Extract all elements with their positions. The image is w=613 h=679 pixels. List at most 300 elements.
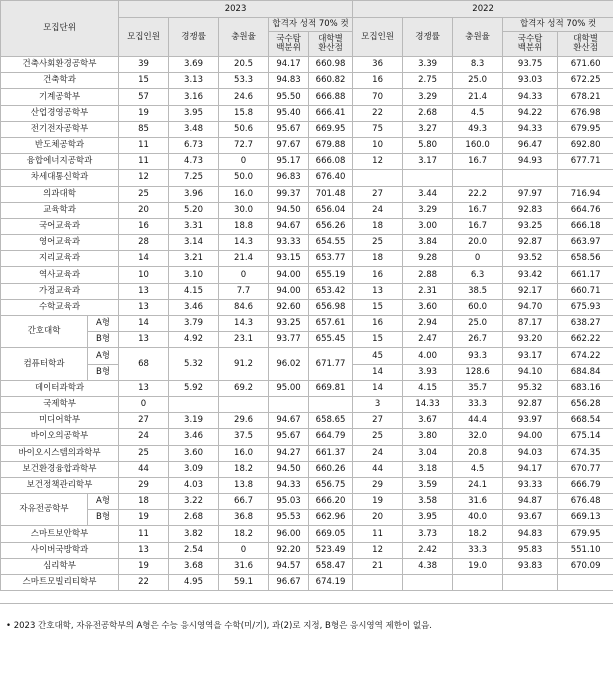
cell-2022-1: 2.88 bbox=[403, 267, 453, 283]
cell-2022-2: 60.0 bbox=[453, 299, 503, 315]
cell-2023-0: 44 bbox=[119, 461, 169, 477]
cell-2022-3: 92.83 bbox=[503, 202, 558, 218]
cell-2023-4: 658.47 bbox=[309, 558, 353, 574]
cell-2023-4: 656.98 bbox=[309, 299, 353, 315]
cell-2023-2: 72.7 bbox=[219, 137, 269, 153]
cell-2022-2: 22.2 bbox=[453, 186, 503, 202]
cell-2022-1: 3.17 bbox=[403, 154, 453, 170]
unit-name: 의과대학 bbox=[1, 186, 119, 202]
cell-2022-3: 96.47 bbox=[503, 137, 558, 153]
cell-2022-1: 4.38 bbox=[403, 558, 453, 574]
cell-2022-2: 4.5 bbox=[453, 105, 503, 121]
cell-2022-3: 94.17 bbox=[503, 461, 558, 477]
cell-2023-1: 4.15 bbox=[169, 283, 219, 299]
cell-2022-3: 93.67 bbox=[503, 510, 558, 526]
cell-2023-2: 50.0 bbox=[219, 170, 269, 186]
cell-2022-3: 94.22 bbox=[503, 105, 558, 121]
cell-2022-3: 93.52 bbox=[503, 251, 558, 267]
cell-2022-2: 25.0 bbox=[453, 316, 503, 332]
cell-2023-4: 657.61 bbox=[309, 316, 353, 332]
cell-2022-3 bbox=[503, 575, 558, 591]
cell-2022-0: 29 bbox=[353, 477, 403, 493]
cell-2022-2: 25.0 bbox=[453, 73, 503, 89]
cell-2023-3 bbox=[269, 396, 309, 412]
cell-2022-2: 20.8 bbox=[453, 445, 503, 461]
cell-2022-2: 32.0 bbox=[453, 429, 503, 445]
cell-2023-3: 95.53 bbox=[269, 510, 309, 526]
cell-2023-4: 656.75 bbox=[309, 477, 353, 493]
cell-2022-2: 33.3 bbox=[453, 542, 503, 558]
cell-2023-2: 0 bbox=[219, 542, 269, 558]
cell-2022-2: 128.6 bbox=[453, 364, 503, 380]
cell-2023-1: 4.92 bbox=[169, 332, 219, 348]
table-row bbox=[1, 348, 613, 364]
cell-2022-3: 87.17 bbox=[503, 316, 558, 332]
unit-name: 데이터과학과 bbox=[1, 380, 119, 396]
table-row bbox=[1, 380, 613, 396]
cell-2023-4: 666.88 bbox=[309, 89, 353, 105]
unit-name: 건축학과 bbox=[1, 73, 119, 89]
cell-2022-0: 10 bbox=[353, 137, 403, 153]
unit-name: 차세대통신학과 bbox=[1, 170, 119, 186]
cell-2022-3: 95.83 bbox=[503, 542, 558, 558]
header-percentile-2023: 국수탐 백분위 bbox=[269, 32, 309, 57]
cell-2022-4: 674.35 bbox=[558, 445, 613, 461]
cell-2023-3: 95.03 bbox=[269, 494, 309, 510]
cell-2023-2: 30.0 bbox=[219, 202, 269, 218]
cell-2022-3: 93.20 bbox=[503, 332, 558, 348]
cell-2023-1: 5.20 bbox=[169, 202, 219, 218]
cell-2023-1: 3.10 bbox=[169, 267, 219, 283]
cell-2023-3: 94.50 bbox=[269, 461, 309, 477]
cell-2022-2: 19.0 bbox=[453, 558, 503, 574]
cell-2022-1: 4.15 bbox=[403, 380, 453, 396]
cell-2023-3: 93.25 bbox=[269, 316, 309, 332]
cell-2023-0: 13 bbox=[119, 380, 169, 396]
header-score70-2023: 합격자 성적 70% 컷 bbox=[269, 18, 353, 32]
cell-2022-1: 3.00 bbox=[403, 218, 453, 234]
cell-2022-1: 3.58 bbox=[403, 494, 453, 510]
cell-2022-1: 2.47 bbox=[403, 332, 453, 348]
cell-2022-3: 93.33 bbox=[503, 477, 558, 493]
table-row bbox=[1, 396, 613, 412]
cell-2022-0: 20 bbox=[353, 510, 403, 526]
cell-2022-1: 3.84 bbox=[403, 235, 453, 251]
cell-2023-4: 653.77 bbox=[309, 251, 353, 267]
cell-2022-3: 93.25 bbox=[503, 218, 558, 234]
cell-2023-2: 21.4 bbox=[219, 251, 269, 267]
cell-2023-0: 13 bbox=[119, 542, 169, 558]
cell-2023-2: 16.0 bbox=[219, 186, 269, 202]
cell-2023-0: 19 bbox=[119, 510, 169, 526]
cell-2023-3: 94.27 bbox=[269, 445, 309, 461]
cell-2023-1: 3.16 bbox=[169, 89, 219, 105]
unit-name: 지리교육과 bbox=[1, 251, 119, 267]
cell-2023-0: 11 bbox=[119, 137, 169, 153]
cell-2022-4: 661.17 bbox=[558, 267, 613, 283]
table-body bbox=[1, 57, 613, 591]
cell-2022-2: 44.4 bbox=[453, 413, 503, 429]
table-row bbox=[1, 558, 613, 574]
cell-2023-4: 671.77 bbox=[309, 348, 353, 380]
unit-name: 스마트보안학부 bbox=[1, 526, 119, 542]
cell-2022-0: 36 bbox=[353, 57, 403, 73]
footnote: • 2023 간호대학, 자유전공학부의 A형은 수능 응시영역을 수학(미/기), 과(2)로 지정, B형은 응시영역 제한이 없음. bbox=[6, 621, 432, 632]
cell-2023-2: 18.8 bbox=[219, 218, 269, 234]
cell-2022-1: 3.18 bbox=[403, 461, 453, 477]
cell-2022-4: 656.28 bbox=[558, 396, 613, 412]
cell-2023-1: 3.48 bbox=[169, 121, 219, 137]
cell-2022-3: 93.97 bbox=[503, 413, 558, 429]
cell-2022-2: 49.3 bbox=[453, 121, 503, 137]
cell-2022-1: 3.04 bbox=[403, 445, 453, 461]
cell-2022-2: 93.3 bbox=[453, 348, 503, 364]
cell-2023-1: 6.73 bbox=[169, 137, 219, 153]
cell-2022-2: 160.0 bbox=[453, 137, 503, 153]
cell-2023-0: 57 bbox=[119, 89, 169, 105]
cell-2022-0 bbox=[353, 170, 403, 186]
cell-2022-3: 93.17 bbox=[503, 348, 558, 364]
unit-name: 융합에너지공학과 bbox=[1, 154, 119, 170]
unit-type: B형 bbox=[88, 364, 119, 380]
cell-2022-4: 658.56 bbox=[558, 251, 613, 267]
header-recruit-2022: 모집인원 bbox=[353, 18, 403, 57]
unit-name: 수학교육과 bbox=[1, 299, 119, 315]
cell-2023-3: 94.50 bbox=[269, 202, 309, 218]
cell-2023-3: 96.02 bbox=[269, 348, 309, 380]
cell-2022-3: 93.03 bbox=[503, 73, 558, 89]
cell-2023-2: 91.2 bbox=[219, 348, 269, 380]
cell-2022-1: 3.80 bbox=[403, 429, 453, 445]
unit-name: 스마트모빌리티학부 bbox=[1, 575, 119, 591]
header-score70-2022: 합격자 성적 70% 컷 bbox=[503, 18, 613, 32]
cell-2022-0: 19 bbox=[353, 494, 403, 510]
cell-2023-1: 3.13 bbox=[169, 73, 219, 89]
cell-2023-2: 14.3 bbox=[219, 316, 269, 332]
cell-2022-4: 674.22 bbox=[558, 348, 613, 364]
cell-2022-1: 2.68 bbox=[403, 105, 453, 121]
cell-2023-0: 29 bbox=[119, 477, 169, 493]
table-row bbox=[1, 186, 613, 202]
cell-2022-4: 692.80 bbox=[558, 137, 613, 153]
cell-2023-2: 20.5 bbox=[219, 57, 269, 73]
cell-2023-4: 664.79 bbox=[309, 429, 353, 445]
cell-2023-2: 18.2 bbox=[219, 526, 269, 542]
cell-2023-3: 94.67 bbox=[269, 413, 309, 429]
cell-2022-4: 664.76 bbox=[558, 202, 613, 218]
cell-2023-0: 11 bbox=[119, 526, 169, 542]
cell-2023-2: 0 bbox=[219, 267, 269, 283]
cell-2023-3: 94.00 bbox=[269, 267, 309, 283]
cell-2022-1: 9.28 bbox=[403, 251, 453, 267]
table-row bbox=[1, 461, 613, 477]
cell-2023-0: 68 bbox=[119, 348, 169, 380]
cell-2023-2: 84.6 bbox=[219, 299, 269, 315]
cell-2023-0: 27 bbox=[119, 413, 169, 429]
cell-2022-4: 662.22 bbox=[558, 332, 613, 348]
table-row bbox=[1, 154, 613, 170]
cell-2023-4: 655.19 bbox=[309, 267, 353, 283]
unit-name: 가정교육과 bbox=[1, 283, 119, 299]
cell-2022-3: 94.87 bbox=[503, 494, 558, 510]
cell-2022-2: 31.6 bbox=[453, 494, 503, 510]
unit-name: 자유전공학부 bbox=[1, 494, 88, 526]
cell-2023-2: 18.2 bbox=[219, 461, 269, 477]
cell-2022-2: 18.2 bbox=[453, 526, 503, 542]
cell-2023-3: 95.67 bbox=[269, 429, 309, 445]
cell-2022-4 bbox=[558, 170, 613, 186]
cell-2023-2: 0 bbox=[219, 154, 269, 170]
table-row bbox=[1, 251, 613, 267]
table-row bbox=[1, 299, 613, 315]
cell-2023-0: 20 bbox=[119, 202, 169, 218]
unit-type: B형 bbox=[88, 332, 119, 348]
header-univ-score-2023: 대학별 환산점 bbox=[309, 32, 353, 57]
cell-2022-0 bbox=[353, 575, 403, 591]
cell-2022-0: 16 bbox=[353, 316, 403, 332]
table-row bbox=[1, 413, 613, 429]
unit-name: 보건환경융합과학부 bbox=[1, 461, 119, 477]
cell-2022-0: 45 bbox=[353, 348, 403, 364]
table-row bbox=[1, 121, 613, 137]
cell-2022-1: 4.00 bbox=[403, 348, 453, 364]
cell-2022-0: 75 bbox=[353, 121, 403, 137]
unit-name: 보건정책관리학부 bbox=[1, 477, 119, 493]
cell-2022-0: 14 bbox=[353, 364, 403, 380]
cell-2022-1: 3.39 bbox=[403, 57, 453, 73]
cell-2022-0: 18 bbox=[353, 218, 403, 234]
table-row bbox=[1, 267, 613, 283]
cell-2022-0: 44 bbox=[353, 461, 403, 477]
cell-2022-2: 8.3 bbox=[453, 57, 503, 73]
cell-2023-1: 4.95 bbox=[169, 575, 219, 591]
header-waitlist-2023: 충원율 bbox=[219, 18, 269, 57]
cell-2022-4: 638.27 bbox=[558, 316, 613, 332]
table-row bbox=[1, 105, 613, 121]
unit-name: 역사교육과 bbox=[1, 267, 119, 283]
cell-2023-3: 95.17 bbox=[269, 154, 309, 170]
cell-2023-2: 24.6 bbox=[219, 89, 269, 105]
cell-2023-1: 3.60 bbox=[169, 445, 219, 461]
cell-2023-0: 16 bbox=[119, 218, 169, 234]
table-row bbox=[1, 235, 613, 251]
header-competition-2023: 경쟁률 bbox=[169, 18, 219, 57]
cell-2023-0: 85 bbox=[119, 121, 169, 137]
cell-2023-3: 95.67 bbox=[269, 121, 309, 137]
cell-2022-4: 666.18 bbox=[558, 218, 613, 234]
cell-2023-4: 660.26 bbox=[309, 461, 353, 477]
header-year-2023: 2023 bbox=[119, 1, 353, 18]
cell-2022-0: 25 bbox=[353, 429, 403, 445]
cell-2023-0: 14 bbox=[119, 251, 169, 267]
table-row bbox=[1, 575, 613, 591]
table-row bbox=[1, 429, 613, 445]
cell-2022-2: 40.0 bbox=[453, 510, 503, 526]
cell-2022-0: 13 bbox=[353, 283, 403, 299]
cell-2023-0: 24 bbox=[119, 429, 169, 445]
cell-2023-1 bbox=[169, 396, 219, 412]
cell-2022-2: 35.7 bbox=[453, 380, 503, 396]
table-row bbox=[1, 477, 613, 493]
cell-2023-4: 676.40 bbox=[309, 170, 353, 186]
cell-2022-4: 684.84 bbox=[558, 364, 613, 380]
unit-name: 교육학과 bbox=[1, 202, 119, 218]
cell-2022-4: 677.71 bbox=[558, 154, 613, 170]
cell-2022-3: 95.32 bbox=[503, 380, 558, 396]
cell-2023-0: 13 bbox=[119, 332, 169, 348]
cell-2022-0: 15 bbox=[353, 332, 403, 348]
cell-2022-3: 92.87 bbox=[503, 235, 558, 251]
cell-2023-2: 23.1 bbox=[219, 332, 269, 348]
cell-2023-4: 679.88 bbox=[309, 137, 353, 153]
cell-2022-1 bbox=[403, 170, 453, 186]
cell-2023-0: 0 bbox=[119, 396, 169, 412]
cell-2022-1: 5.80 bbox=[403, 137, 453, 153]
cell-2023-4: 656.26 bbox=[309, 218, 353, 234]
cell-2023-4: 662.96 bbox=[309, 510, 353, 526]
cell-2022-0: 22 bbox=[353, 105, 403, 121]
cell-2023-2: 7.7 bbox=[219, 283, 269, 299]
cell-2022-0: 24 bbox=[353, 445, 403, 461]
cell-2023-1: 3.22 bbox=[169, 494, 219, 510]
cell-2023-1: 3.96 bbox=[169, 186, 219, 202]
cell-2023-1: 3.68 bbox=[169, 558, 219, 574]
cell-2022-2: 16.7 bbox=[453, 218, 503, 234]
cell-2022-3: 94.03 bbox=[503, 445, 558, 461]
cell-2022-2: 21.4 bbox=[453, 89, 503, 105]
cell-2022-1: 3.73 bbox=[403, 526, 453, 542]
cell-2023-3: 92.20 bbox=[269, 542, 309, 558]
cell-2022-4: 663.97 bbox=[558, 235, 613, 251]
cell-2023-3: 97.67 bbox=[269, 137, 309, 153]
cell-2023-1: 3.69 bbox=[169, 57, 219, 73]
cell-2022-4: 675.14 bbox=[558, 429, 613, 445]
unit-type: A형 bbox=[88, 348, 119, 364]
unit-type: A형 bbox=[88, 316, 119, 332]
cell-2023-4: 523.49 bbox=[309, 542, 353, 558]
cell-2023-0: 12 bbox=[119, 170, 169, 186]
header-recruit-2023: 모집인원 bbox=[119, 18, 169, 57]
unit-name: 반도체공학과 bbox=[1, 137, 119, 153]
unit-name: 바이오시스템의과학부 bbox=[1, 445, 119, 461]
cell-2022-2: 16.7 bbox=[453, 154, 503, 170]
cell-2022-4: 676.48 bbox=[558, 494, 613, 510]
cell-2022-3: 94.00 bbox=[503, 429, 558, 445]
unit-name: 미디어학부 bbox=[1, 413, 119, 429]
cell-2022-4: 676.98 bbox=[558, 105, 613, 121]
cell-2022-4 bbox=[558, 575, 613, 591]
cell-2023-1: 4.73 bbox=[169, 154, 219, 170]
cell-2023-3: 96.67 bbox=[269, 575, 309, 591]
cell-2022-0: 11 bbox=[353, 526, 403, 542]
cell-2023-3: 95.50 bbox=[269, 89, 309, 105]
cell-2022-4: 660.71 bbox=[558, 283, 613, 299]
table-row bbox=[1, 218, 613, 234]
cell-2023-1: 3.46 bbox=[169, 429, 219, 445]
unit-type: B형 bbox=[88, 510, 119, 526]
cell-2023-0: 11 bbox=[119, 154, 169, 170]
cell-2023-1: 3.95 bbox=[169, 105, 219, 121]
cell-2023-3: 94.57 bbox=[269, 558, 309, 574]
cell-2022-3: 93.42 bbox=[503, 267, 558, 283]
unit-name: 사이버국방학과 bbox=[1, 542, 119, 558]
cell-2023-3: 93.33 bbox=[269, 235, 309, 251]
cell-2023-1: 3.46 bbox=[169, 299, 219, 315]
cell-2023-2: 13.8 bbox=[219, 477, 269, 493]
cell-2022-4: 668.54 bbox=[558, 413, 613, 429]
cell-2023-4: 653.42 bbox=[309, 283, 353, 299]
cell-2022-3: 92.87 bbox=[503, 396, 558, 412]
cell-2023-2: 16.0 bbox=[219, 445, 269, 461]
cell-2022-4: 683.16 bbox=[558, 380, 613, 396]
cell-2022-0: 18 bbox=[353, 251, 403, 267]
table-row bbox=[1, 542, 613, 558]
cell-2022-0: 16 bbox=[353, 267, 403, 283]
cell-2023-0: 15 bbox=[119, 73, 169, 89]
cell-2023-2: 59.1 bbox=[219, 575, 269, 591]
cell-2022-0: 27 bbox=[353, 186, 403, 202]
table-row bbox=[1, 57, 613, 73]
cell-2022-1: 3.60 bbox=[403, 299, 453, 315]
cell-2023-1: 3.19 bbox=[169, 413, 219, 429]
cell-2022-4: 679.95 bbox=[558, 121, 613, 137]
cell-2023-0: 13 bbox=[119, 283, 169, 299]
cell-2023-3: 94.83 bbox=[269, 73, 309, 89]
cell-2022-4: 669.13 bbox=[558, 510, 613, 526]
cell-2023-3: 94.33 bbox=[269, 477, 309, 493]
cell-2023-3: 92.60 bbox=[269, 299, 309, 315]
cell-2022-2: 38.5 bbox=[453, 283, 503, 299]
cell-2023-3: 94.17 bbox=[269, 57, 309, 73]
unit-name: 산업경영공학부 bbox=[1, 105, 119, 121]
cell-2023-4: 661.37 bbox=[309, 445, 353, 461]
cell-2023-1: 3.79 bbox=[169, 316, 219, 332]
cell-2023-4: 666.20 bbox=[309, 494, 353, 510]
cell-2022-4: 671.60 bbox=[558, 57, 613, 73]
cell-2022-0: 14 bbox=[353, 380, 403, 396]
cell-2022-1: 3.29 bbox=[403, 89, 453, 105]
cell-2022-4: 672.25 bbox=[558, 73, 613, 89]
table-row bbox=[1, 202, 613, 218]
cell-2023-2: 31.6 bbox=[219, 558, 269, 574]
cell-2022-3: 93.83 bbox=[503, 558, 558, 574]
cell-2022-0: 25 bbox=[353, 235, 403, 251]
cell-2023-3: 93.77 bbox=[269, 332, 309, 348]
header-competition-2022: 경쟁률 bbox=[403, 18, 453, 57]
cell-2022-1: 3.95 bbox=[403, 510, 453, 526]
cell-2023-4: 658.65 bbox=[309, 413, 353, 429]
cell-2022-2: 33.3 bbox=[453, 396, 503, 412]
table-row bbox=[1, 445, 613, 461]
unit-name: 간호대학 bbox=[1, 316, 88, 348]
cell-2022-0: 21 bbox=[353, 558, 403, 574]
cell-2022-3: 94.33 bbox=[503, 89, 558, 105]
cell-2022-3: 94.83 bbox=[503, 526, 558, 542]
cell-2022-0: 12 bbox=[353, 154, 403, 170]
unit-name: 컴퓨터학과 bbox=[1, 348, 88, 380]
table-row bbox=[1, 494, 613, 510]
cell-2023-3: 99.37 bbox=[269, 186, 309, 202]
cell-2023-0: 25 bbox=[119, 445, 169, 461]
cell-2022-0: 16 bbox=[353, 73, 403, 89]
cell-2022-1: 3.44 bbox=[403, 186, 453, 202]
cell-2022-2: 24.1 bbox=[453, 477, 503, 493]
cell-2023-4: 654.55 bbox=[309, 235, 353, 251]
unit-name: 기계공학부 bbox=[1, 89, 119, 105]
cell-2023-4 bbox=[309, 396, 353, 412]
table-row bbox=[1, 283, 613, 299]
table-row bbox=[1, 316, 613, 332]
